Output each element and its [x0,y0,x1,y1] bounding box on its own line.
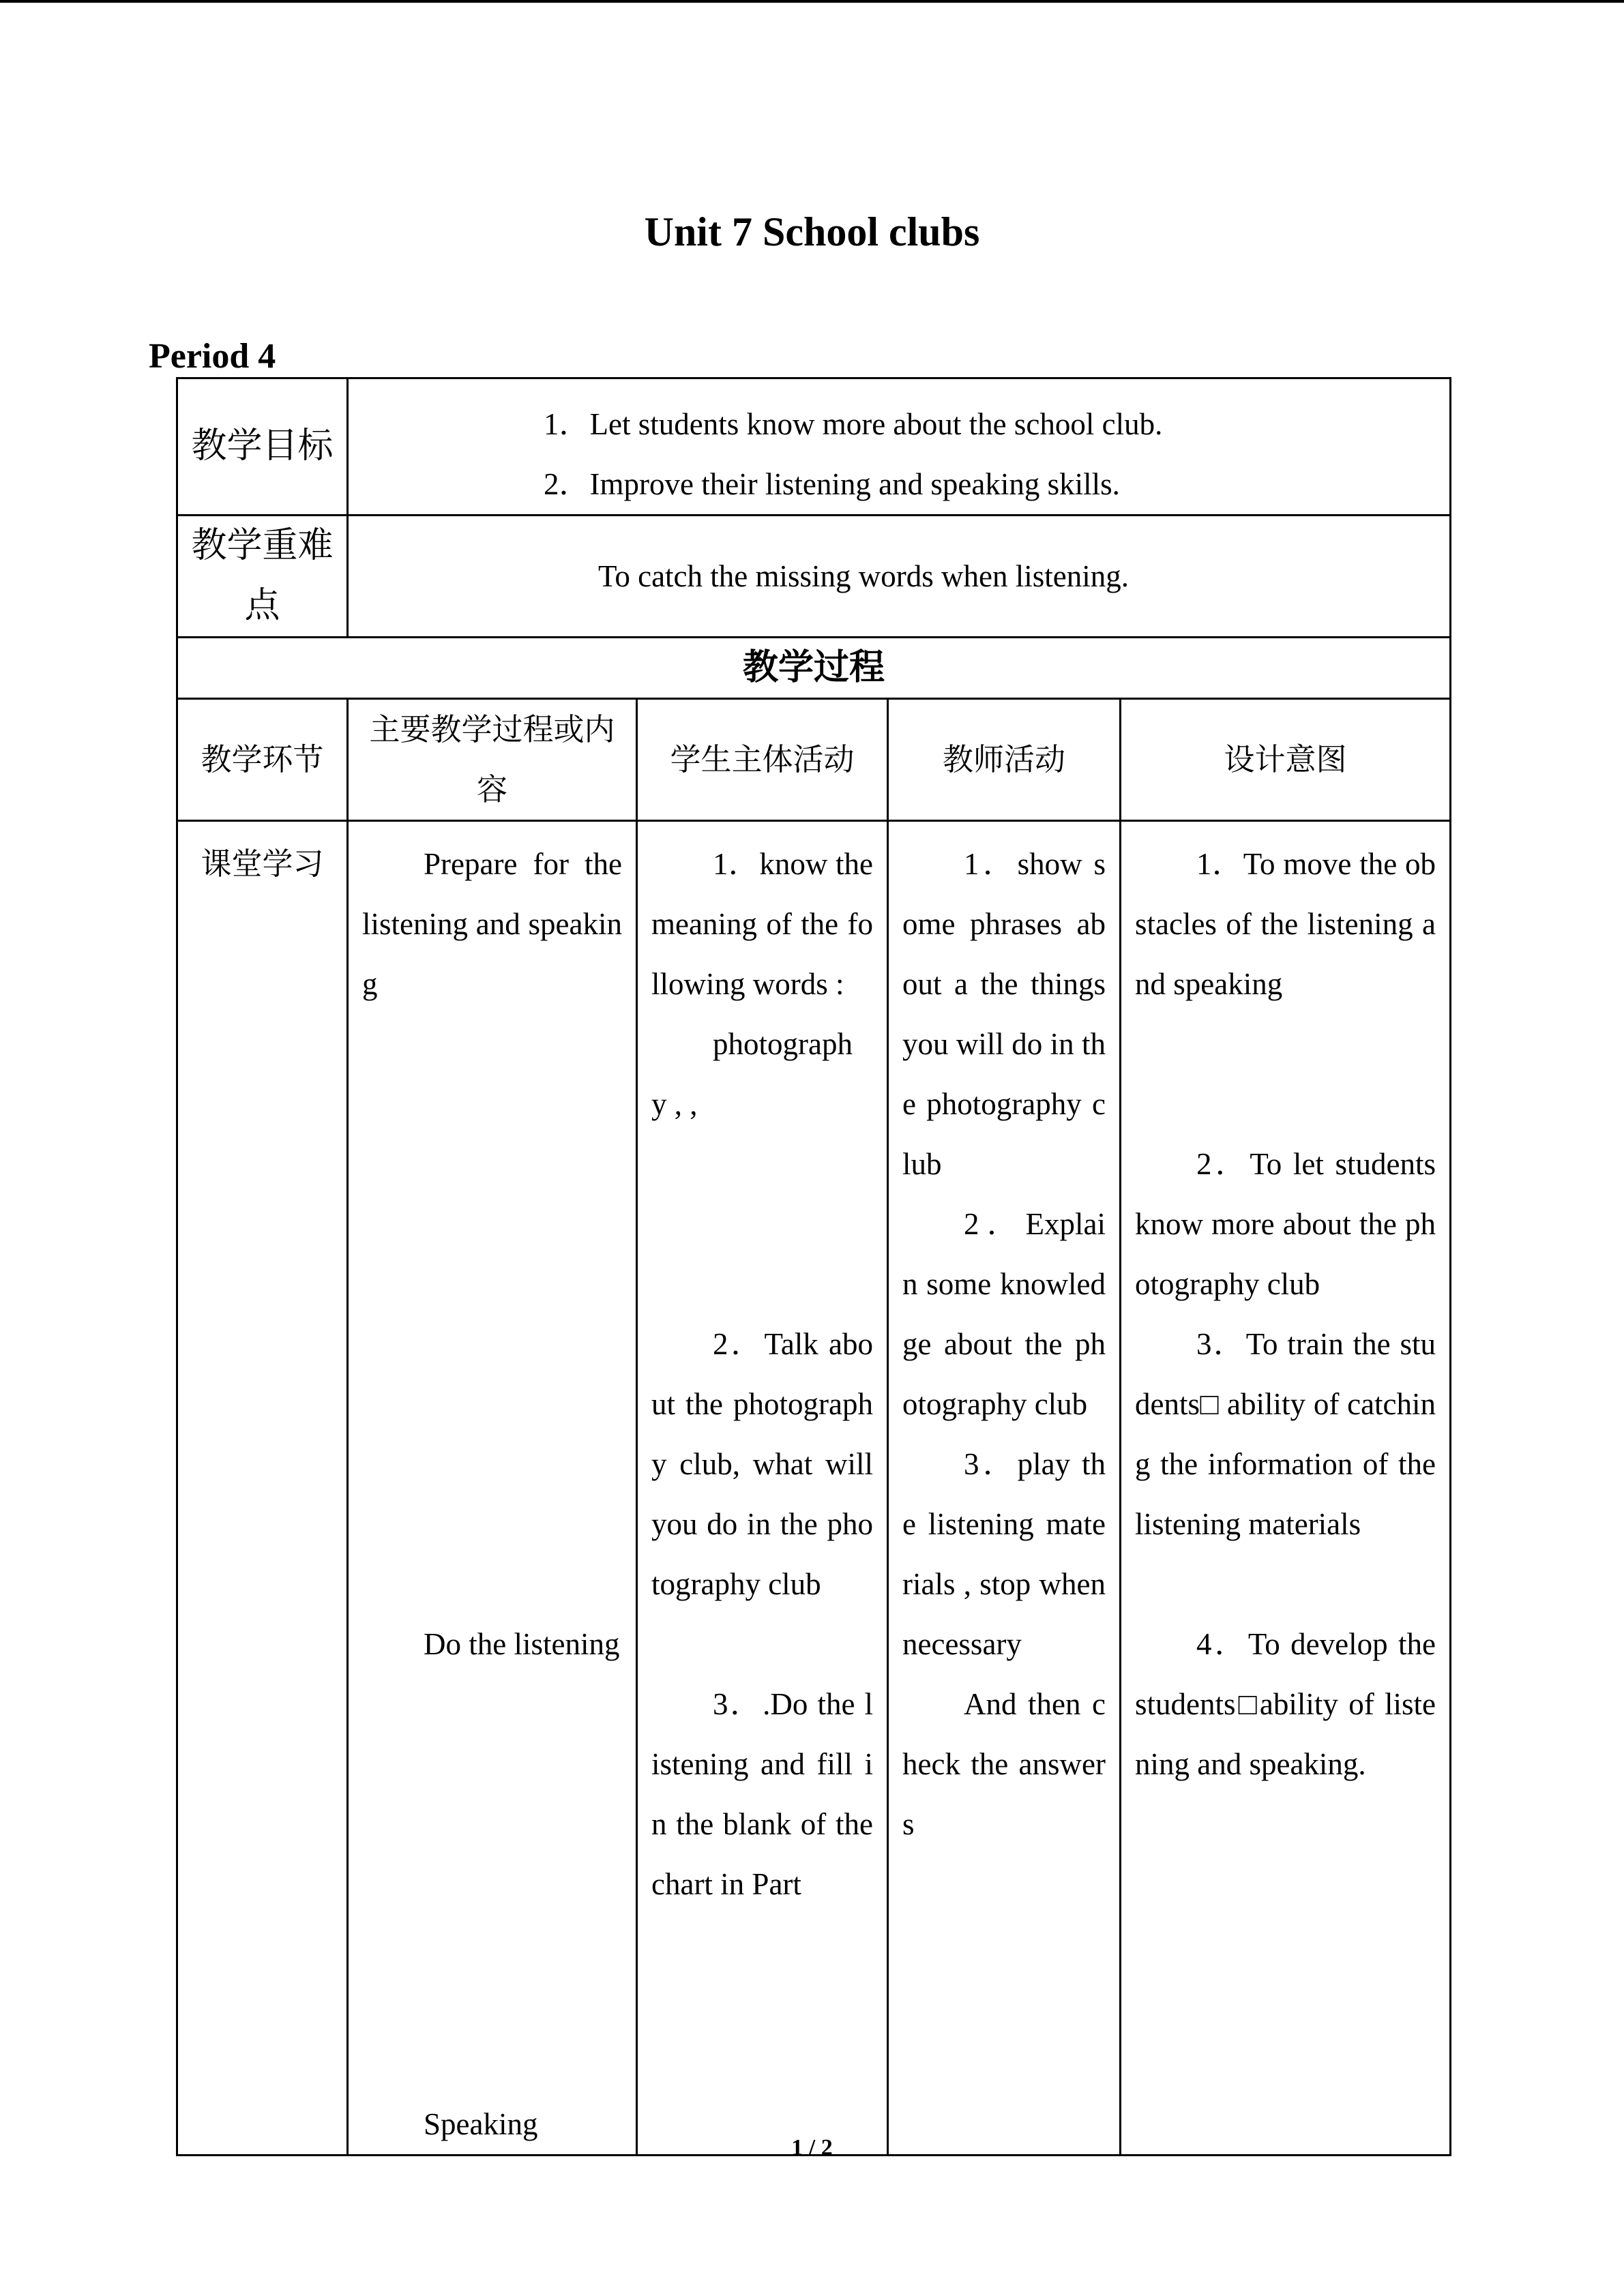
student-activity-item: 2．Talk about the photography club, what will you do in the photography club [651,1327,873,1601]
objectives-row [177,378,1451,516]
content-item: Do the listening [424,1627,620,1661]
content-item: Speaking [424,2107,538,2141]
column-header-content: 主要教学过程或内容 [348,699,637,821]
teacher-activity-item: And then check the answers [902,1687,1106,1841]
process-header: 教学过程 [177,638,1451,699]
student-activity-cell [637,821,888,2156]
teacher-activity-item: 1．show some phrases about a the things you will do in the photography club [902,847,1106,1181]
student-activity-item: 3．.Do the listening and fill in the blank of the chart in Part [651,1687,873,1901]
page-number: 1 / 2 [791,2135,833,2160]
stage-cell [177,821,348,2156]
stage-text: 课堂学习 [201,847,324,881]
objective-item: 1．Let students know more about the school club. [544,407,1163,441]
design-purpose-item: 2．To let students know more about the photography club [1135,1147,1436,1301]
teacher-activity-cell [888,821,1121,2156]
lesson-plan-table [176,377,1451,2156]
top-border-line [0,0,1624,3]
design-purpose-item: 4．To develop the students□ability of listening and speaking. [1135,1627,1436,1781]
content-cell [348,821,637,2156]
objectives-content [348,378,1451,516]
design-purpose-cell [1121,821,1451,2156]
process-body-row [177,821,1451,2156]
document-title: Unit 7 School clubs [644,209,980,254]
design-purpose-item: 1．To move the obstacles of the listening and speaking [1135,847,1436,1001]
key-difficulty-text: To catch the missing words when listening. [348,516,1451,638]
process-header-row [177,638,1451,699]
content-item: Prepare for the listening and speaking [362,847,622,1001]
column-header-design-purpose: 设计意图 [1121,699,1451,821]
period-label: Period 4 [149,337,276,376]
column-header-student-activity: 学生主体活动 [637,699,888,821]
student-activity-item: photograph y , , [651,1027,853,1121]
key-difficulty-label: 教学重难点 [177,516,348,638]
column-header-stage: 教学环节 [177,699,348,821]
design-purpose-item: 3．To train the students□ ability of catching the information of the listening materials [1135,1327,1436,1541]
column-header-teacher-activity: 教师活动 [888,699,1121,821]
key-difficulty-row [177,516,1451,638]
teacher-activity-item: 2．Explai n some knowledge about the photography club [902,1207,1106,1421]
teacher-activity-item: 3．play the listening materials , stop when necessary [902,1447,1106,1661]
objectives-label: 教学目标 [177,378,348,516]
objective-item: 2．Improve their listening and speaking skills. [544,467,1120,501]
student-activity-item: 1．know the meaning of the following words : [651,847,873,1001]
column-header-row [177,699,1451,821]
